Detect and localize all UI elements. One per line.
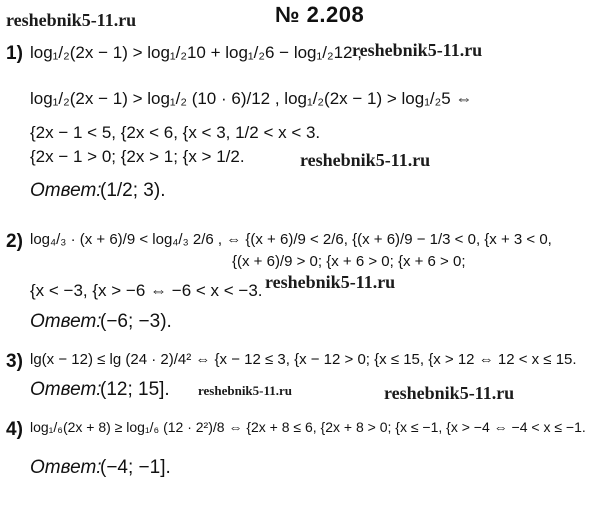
- problem-number: 3): [6, 351, 23, 372]
- equation-line: log₄/₃ · (x + 6)/9 < log₄/₃ 2/6 , ⇔ {(x + 6)/9 < 2/6, {(x + 6)/9 − 1/3 < 0, {x + 3 < 0,: [30, 231, 552, 248]
- problem-number: 1): [6, 43, 23, 64]
- system-line: {(x + 6)/9 > 0; {x + 6 > 0; {x + 6 > 0;: [232, 253, 466, 270]
- equation-line: log₁/₂(2x − 1) > log₁/₂ (10 · 6)/12 , log₁/₂(2x − 1) > log₁/₂5 ⇔: [30, 89, 473, 108]
- system-line: {2x − 1 > 0; {2x > 1; {x > 1/2.: [30, 147, 245, 166]
- problem-title: № 2.208: [275, 2, 365, 27]
- watermark: reshebnik5-11.ru: [352, 40, 483, 60]
- answer-label: Ответ:: [30, 180, 102, 201]
- equation-line: log₁/₆(2x + 8) ≥ log₁/₆ (12 · 2²)/8 ⇔ {2x + 8 ≤ 6, {2x + 8 > 0; {x ≤ −1, {x > −4 ⇔ −4 < x ≤ −1.: [30, 419, 586, 435]
- answer-label: Ответ:: [30, 457, 102, 478]
- problem-number: 2): [6, 231, 23, 252]
- system-line: {x < −3, {x > −6 ⇔ −6 < x < −3.: [30, 281, 263, 300]
- watermark: reshebnik5-11.ru: [265, 272, 396, 292]
- answer-label: Ответ:: [30, 311, 102, 332]
- system-line: {2x − 1 < 5, {2x < 6, {x < 3, 1/2 < x < 3.: [30, 123, 321, 142]
- answer-value: (−6; −3).: [100, 311, 172, 332]
- answer-value: (−4; −1].: [100, 457, 171, 478]
- answer-value: (1/2; 3).: [100, 180, 166, 201]
- equation-line: lg(x − 12) ≤ lg (24 · 2)/4² ⇔ {x − 12 ≤ 3, {x − 12 > 0; {x ≤ 15, {x > 12 ⇔ 12 < x ≤ 15.: [30, 351, 577, 368]
- watermark: reshebnik5-11.ru: [198, 383, 293, 398]
- equation-line: log₁/₂(2x − 1) > log₁/₂10 + log₁/₂6 − log₁/₂12 ,: [30, 43, 362, 62]
- watermark: reshebnik5-11.ru: [6, 10, 137, 30]
- watermark: reshebnik5-11.ru: [384, 383, 515, 403]
- answer-label: Ответ:: [30, 379, 102, 400]
- answer-value: (12; 15].: [100, 379, 170, 400]
- watermark: reshebnik5-11.ru: [300, 150, 431, 170]
- problem-number: 4): [6, 419, 23, 440]
